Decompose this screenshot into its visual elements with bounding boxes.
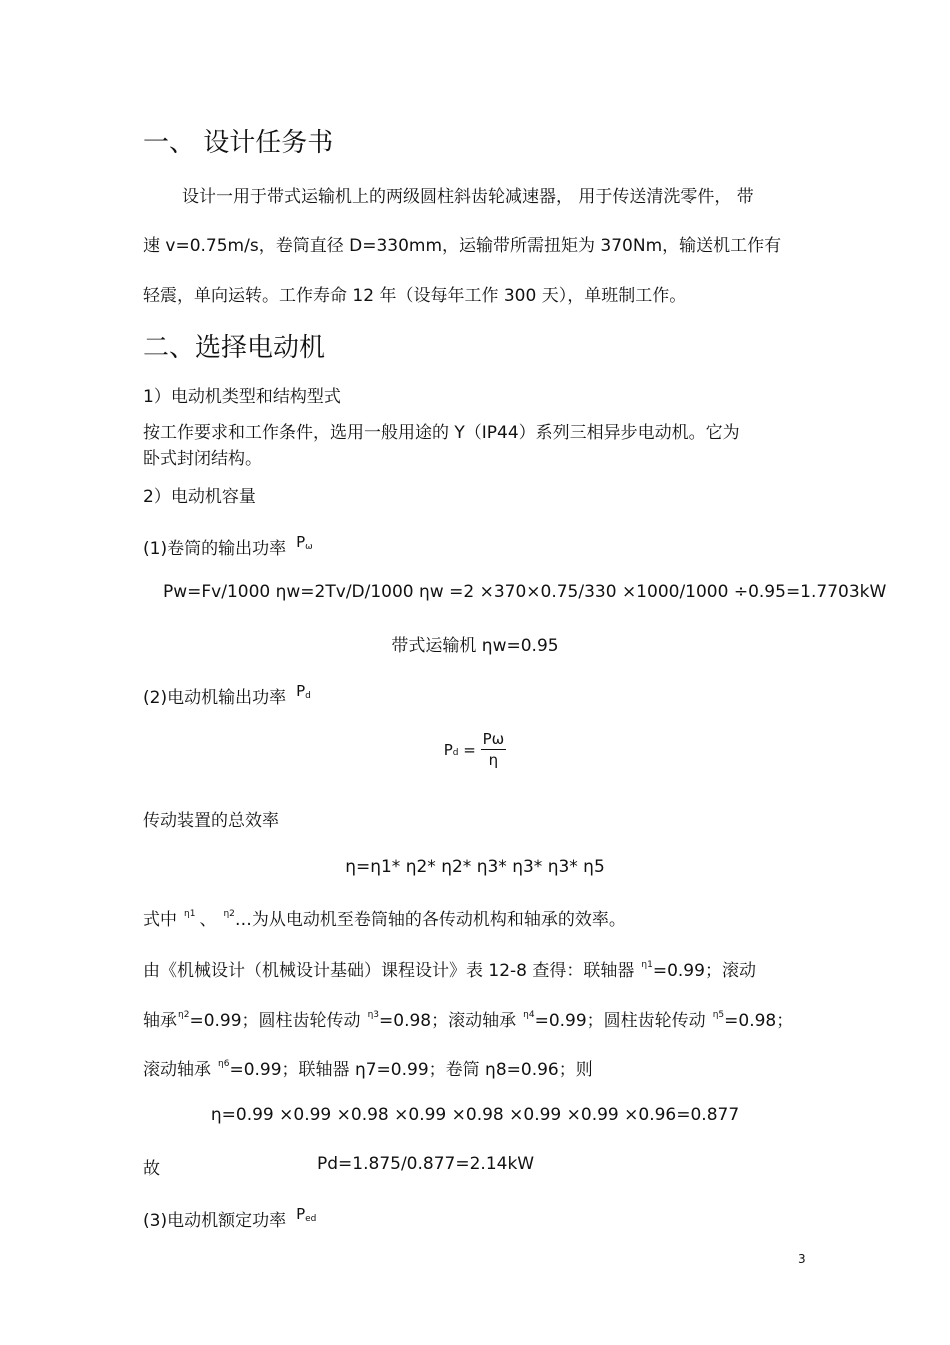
task-line-3: 轻震，单向运转。工作寿命 12 年（设每年工作 300 天），单班制工作。	[143, 286, 687, 306]
therefore-label: 故	[143, 1159, 160, 1179]
section-1-heading: 一、 设计任务书	[143, 128, 334, 158]
drum-power-symbol: $P_\omega$	[296, 533, 313, 552]
fraction	[481, 730, 507, 769]
total-efficiency-formula: η=η1* η2* η2* η3* η3* η3* η5	[345, 857, 605, 877]
task-line-2: 速 v=0.75m/s，卷筒直径 D=330mm，运输带所需扭矩为 370Nm，输送机工作有	[143, 236, 782, 256]
conveyor-efficiency-note: 带式运输机 ηw=0.95	[391, 636, 559, 656]
output-power-fraction: Pd = $\frac{P\omega}{\eta}$	[443, 730, 505, 769]
fraction-denominator: η	[488, 751, 499, 769]
task-line-1: 设计一用于带式运输机上的两级圆柱斜齿轮减速器， 用于传送清洗零件， 带	[182, 187, 754, 207]
efficiency-values-line-1: 由《机械设计（机械设计基础）课程设计》表 12-8 查得：联轴器 $^{\eta 1}$=0.99；滚动	[143, 960, 756, 981]
page-number: 3	[798, 1252, 806, 1266]
efficiency-values-line-2: 轴承$^{\eta 2}$=0.99；圆柱齿轮传动 $^{\eta 3}$=0.98；滚动轴承 $^{\eta 4}$=0.99；圆柱齿轮传动 $^{\eta 5}$=0.98；	[143, 1010, 794, 1031]
efficiency-values-line-3: 滚动轴承 $^{\eta 6}$=0.99；联轴器 η7=0.99；卷筒 η8=0.96；则	[143, 1059, 593, 1080]
motor-output-power-label: (2)电动机输出功率 $P_d$	[143, 682, 311, 708]
total-efficiency-label: 传动装置的总效率	[143, 811, 279, 831]
total-efficiency-result: η=0.99 ×0.99 ×0.98 ×0.99 ×0.98 ×0.99 ×0.99 ×0.96=0.877	[210, 1105, 740, 1125]
drum-power-formula: Pw=Fv/1000 ηw=2Tv/D/1000 ηw =2 ×370×0.75/330 ×1000/1000 ÷0.95=1.7703kW	[163, 582, 887, 602]
efficiency-definition: 式中 $^{\eta 1}$ 、 $^{\eta 2}$…为从电动机至卷筒轴的各传动机构和轴承的效率。	[143, 909, 626, 930]
section-2-heading: 二、选择电动机	[143, 333, 326, 363]
item-1-text-line-2: 卧式封闭结构。	[143, 449, 262, 469]
required-power-result: Pd=1.875/0.877=2.14kW	[317, 1154, 535, 1174]
rated-power-label: (3)电动机额定功率 $P_{ed}$	[143, 1205, 317, 1231]
fraction-numerator: Pω	[482, 730, 505, 748]
drum-power-label: (1)卷筒的输出功率 $P_\omega$	[143, 533, 313, 559]
item-2-title: 2）电动机容量	[143, 487, 256, 507]
item-1-text-line-1: 按工作要求和工作条件，选用一般用途的 Y（IP44）系列三相异步电动机。它为	[143, 423, 740, 443]
motor-output-power-symbol: $P_d$	[296, 682, 311, 701]
item-1-title: 1）电动机类型和结构型式	[143, 387, 341, 407]
rated-power-symbol: $P_{ed}$	[296, 1205, 317, 1224]
